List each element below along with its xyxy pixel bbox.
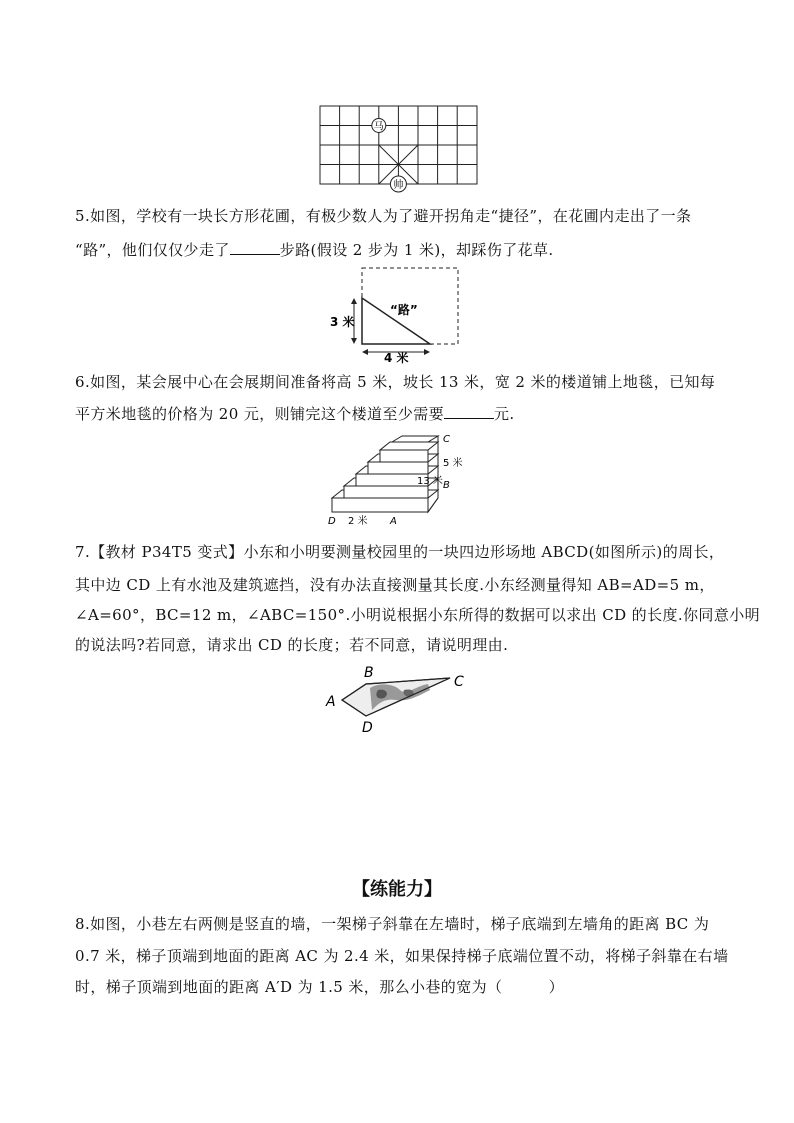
q7-line-2: 其中边 CD 上有水池及建筑遮挡，没有办法直接测量其长度.小东经测量得知 AB=AD=5 m， (75, 576, 715, 594)
quad-label-c: C (454, 674, 464, 690)
stair-label-slope: 13 米 (417, 476, 443, 487)
stair-label-b: B (443, 480, 450, 491)
quad-label-b: B (364, 665, 374, 681)
q8-line-3: 时，梯子顶端到地面的距离 A′D 为 1.5 米，那么小巷的宽为（ ） (75, 978, 564, 996)
q7-line-4: 的说法吗?若同意，请求出 CD 的长度；若不同意，请说明理由. (75, 636, 509, 654)
piece-horse-label: 马 (373, 121, 384, 133)
stair-label-c: C (443, 434, 450, 445)
garden-path-label: “路” (390, 303, 418, 317)
stair-label-height: 5 米 (443, 458, 463, 469)
staircase-figure (326, 432, 466, 528)
garden-figure (328, 264, 463, 365)
q5-line-2-b: 步路(假设 2 步为 1 米)，却踩伤了花草. (279, 241, 554, 259)
q5-line-1: 5.如图，学校有一块长方形花圃，有极少数人为了避开拐角走“捷径”，在花圃内走出了一条 (75, 207, 692, 225)
section-title: 【练能力】 (352, 879, 442, 900)
q6-line-1: 6.如图，某会展中心在会展期间准备将高 5 米，坡长 13 米，宽 2 米的楼道铺上地毯，已知每 (75, 373, 716, 391)
q5-line-2-a: “路”，他们仅仅少走了 (75, 241, 230, 259)
q8-line-1: 8.如图，小巷左右两侧是竖直的墙，一架梯子斜靠在左墙时，梯子底端到左墙角的距离 BC 为 (75, 915, 710, 933)
garden-side-label: 3 米 (330, 315, 355, 329)
q5-answer-blank[interactable] (230, 240, 280, 255)
stair-label-a: A (390, 516, 397, 527)
q8-line-2: 0.7 米，梯子顶端到地面的距离 AC 为 2.4 米，如果保持梯子底端位置不动，将梯子斜靠在右墙 (75, 947, 729, 965)
garden-bottom-label: 4 米 (384, 351, 409, 365)
quadrilateral-figure (320, 660, 480, 740)
chess-grid-figure (318, 104, 478, 196)
quad-label-d: D (362, 720, 373, 736)
q6-line-2 (75, 404, 515, 424)
q7-line-1: 7.【教材 P34T5 变式】小东和小明要测量校园里的一块四边形场地 ABCD(如图所示)的周长， (75, 543, 725, 561)
quad-label-a: A (326, 694, 336, 710)
q5-line-2 (75, 240, 554, 260)
piece-marshal-label: 帅 (393, 180, 404, 191)
q7-line-3: ∠A=60°，BC=12 m，∠ABC=150°.小明说根据小东所得的数据可以求出 CD 的长度.你同意小明 (75, 606, 761, 624)
stair-label-width: 2 米 (348, 516, 368, 527)
q6-line-2-a: 平方米地毯的价格为 20 元，则铺完这个楼道至少需要 (75, 405, 445, 423)
q6-line-2-b: 元. (494, 405, 515, 423)
q6-answer-blank[interactable] (444, 404, 494, 419)
stair-label-d: D (328, 516, 336, 527)
